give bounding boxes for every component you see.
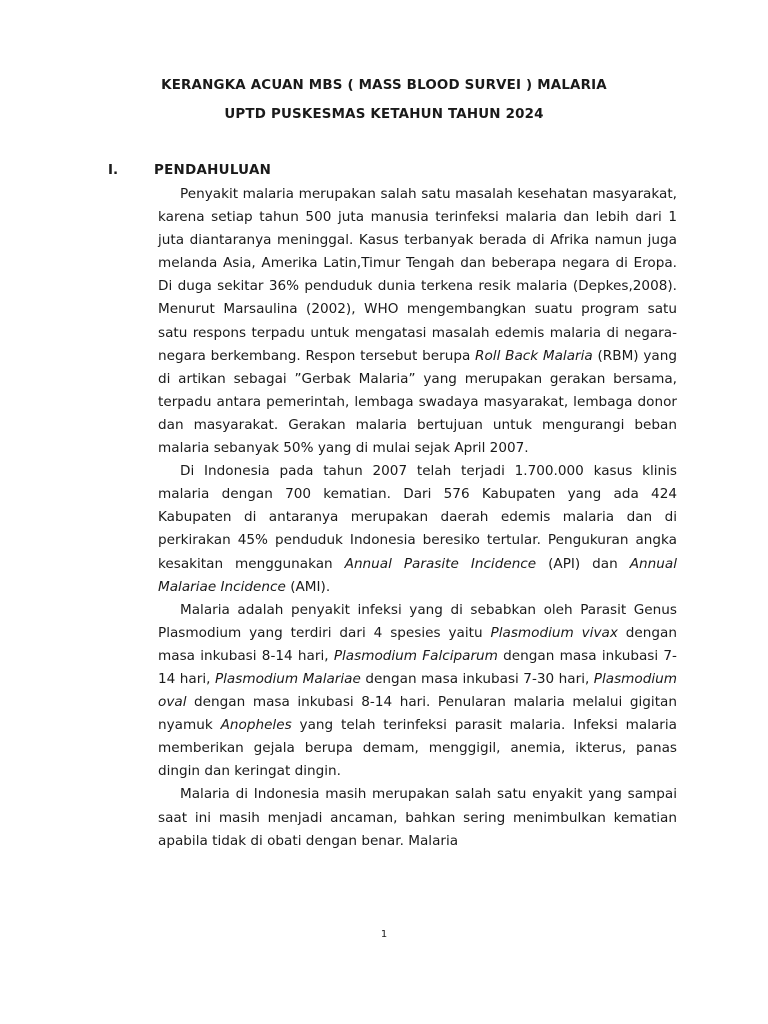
section-heading: PENDAHULUAN	[154, 163, 272, 178]
paragraph-4	[158, 783, 677, 852]
paragraph-text: dengan masa inkubasi 7-30 hari,	[360, 670, 594, 687]
document-title: KERANGKA ACUAN MBS ( MASS BLOOD SURVEI ) MALARIA	[161, 78, 607, 93]
paragraph-3	[158, 599, 677, 784]
paragraph-text: dengan masa inkubasi 8-14 hari. Penularan malaria melalui gigitan nyamuk	[158, 694, 677, 734]
paragraph-text: yang telah terinfeksi parasit malaria. Infeksi malaria memberikan gejala berupa demam, menggigil, anemia, ikterus, panas dingin dan keringat dingin.	[158, 717, 677, 780]
paragraph-1	[158, 183, 677, 460]
paragraph-text: (AMI).	[285, 578, 331, 595]
paragraph-text: (API) dan	[536, 555, 630, 572]
italic-term: Roll Back Malaria	[475, 347, 593, 364]
paragraph-text: Penyakit malaria merupakan salah satu masalah kesehatan masyarakat, karena setiap tahun 500 juta manusia terinfeksi malaria dan lebih dari 1 juta diantaranya meninggal. Kasus terbanyak berada di Afrika namun juga melanda Asia, Amerika Latin,Timur Tengah dan beberapa negara di Eropa. Di duga sekitar 36% penduduk dunia terkena resik malaria (Depkes,2008). Menurut Marsaulina (2002), WHO mengembangkan suatu program satu satu respons terpadu untuk mengatasi masalah edemis malaria di negara-negara berkembang. Respon tersebut berupa	[158, 186, 677, 364]
italic-term: Annual Malariae Incidence	[158, 555, 677, 595]
italic-term: Plasmodium vivax	[490, 624, 618, 641]
italic-term: Plasmodium Falciparum	[333, 647, 498, 664]
paragraph-text: Malaria di Indonesia masih merupakan salah satu enyakit yang sampai saat ini masih menjadi ancaman, bahkan sering menimbulkan kematian apabila tidak di obati dengan benar. Malaria	[158, 786, 677, 849]
italic-term: Plasmodium oval	[158, 670, 678, 711]
paragraph-text: dengan masa inkubasi 7-14 hari,	[158, 647, 677, 687]
paragraph-2	[158, 460, 677, 599]
section-number: I.	[108, 163, 119, 178]
paragraph-text: (RBM) yang di artikan sebagai ”Gerbak Malaria” yang merupakan gerakan bersama, terpadu antara pemerintah, lembaga swadaya masyarakat, lembaga donor dan masyarakat. Gerakan malaria bertujuan untuk mengurangi beban malaria sebanyak 50% yang di mulai sejak April 2007.	[158, 347, 677, 457]
paragraph-text: Malaria adalah penyakit infeksi yang di sebabkan oleh Parasit Genus Plasmodium yang terdiri dari 4 spesies yaitu	[158, 601, 677, 641]
italic-term: Anopheles	[220, 717, 292, 734]
paragraph-text: Di Indonesia pada tahun 2007 telah terjadi 1.700.000 kasus klinis malaria dengan 700 kematian. Dari 576 Kabupaten yang ada 424 Kabupaten di antaranya merupakan daerah edemis malaria dan di perkirakan 45% penduduk Indonesia beresiko tertular. Pengukuran angka kesakitan menggunakan	[158, 463, 677, 572]
section-body	[158, 183, 677, 853]
italic-term: Plasmodium Malariae	[214, 670, 361, 687]
paragraph-text: dengan masa inkubasi 8-14 hari,	[158, 624, 677, 664]
document-subtitle: UPTD PUSKESMAS KETAHUN TAHUN 2024	[224, 107, 544, 122]
page-number: 1	[380, 929, 388, 940]
italic-term: Annual Parasite Incidence	[344, 555, 537, 572]
